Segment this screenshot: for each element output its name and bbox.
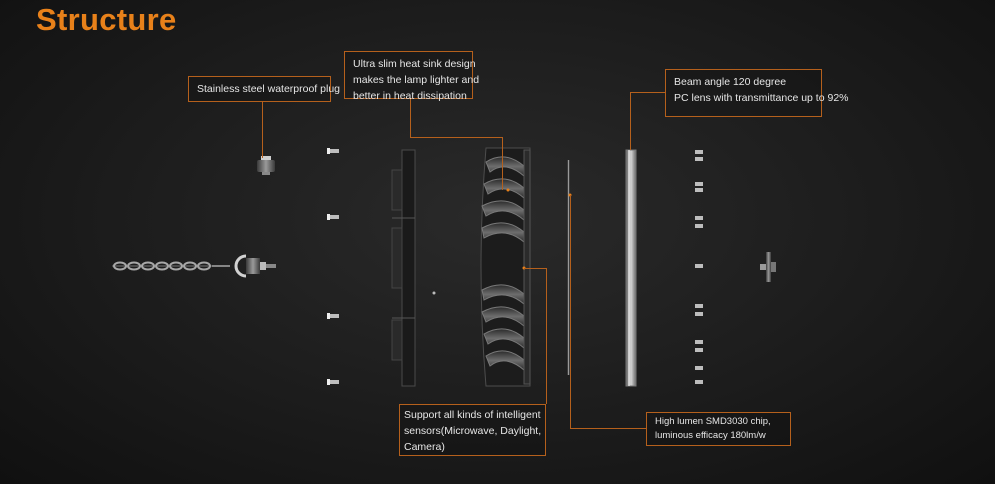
heatsink-leader-line: [410, 137, 502, 138]
chip-leader-line: [570, 428, 646, 429]
page-title: Structure: [36, 2, 177, 37]
callout-text: makes the lamp lighter and: [353, 74, 480, 86]
callout-text: Support all kinds of intelligent: [404, 409, 541, 421]
callout-text: Beam angle 120 degree: [674, 76, 787, 88]
chain-icon: [112, 263, 230, 270]
plug-callout: [188, 76, 340, 102]
screw-icon: [695, 150, 703, 384]
beam-callout: [665, 69, 849, 117]
heat-sink-icon: [481, 148, 530, 386]
lens-icon: [626, 150, 636, 386]
callout-text: Camera): [404, 441, 445, 453]
end-cap-icon: [760, 252, 776, 282]
beam-leader-line: [630, 92, 665, 93]
sensors-leader-line: [524, 268, 546, 269]
heatsink-leader-line: [502, 137, 503, 190]
callout-text: Ultra slim heat sink design: [353, 58, 476, 70]
heatsink-leader-line: [410, 99, 411, 137]
rear-housing-icon: [392, 150, 436, 386]
callout-text: better in heat dissipation: [353, 90, 467, 102]
beam-leader-line: [630, 92, 631, 150]
sensors-leader-line: [546, 268, 547, 404]
sensors-callout: [399, 404, 546, 456]
callout-text: Stainless steel waterproof plug: [197, 83, 340, 95]
waterproof-plug-icon: [257, 156, 275, 175]
plug-leader-line: [262, 102, 263, 158]
chip-callout: [646, 412, 791, 446]
callout-text: High lumen SMD3030 chip,: [655, 416, 771, 427]
callout-text: sensors(Microwave, Daylight,: [404, 425, 542, 437]
heatsink-callout: [344, 51, 480, 102]
callout-text: luminous efficacy 180lm/w: [655, 430, 766, 441]
hook-icon: [236, 256, 276, 276]
callout-text: PC lens with transmittance up to 92%: [674, 92, 849, 104]
screw-icon: [327, 148, 339, 385]
chip-leader-line: [570, 195, 571, 428]
